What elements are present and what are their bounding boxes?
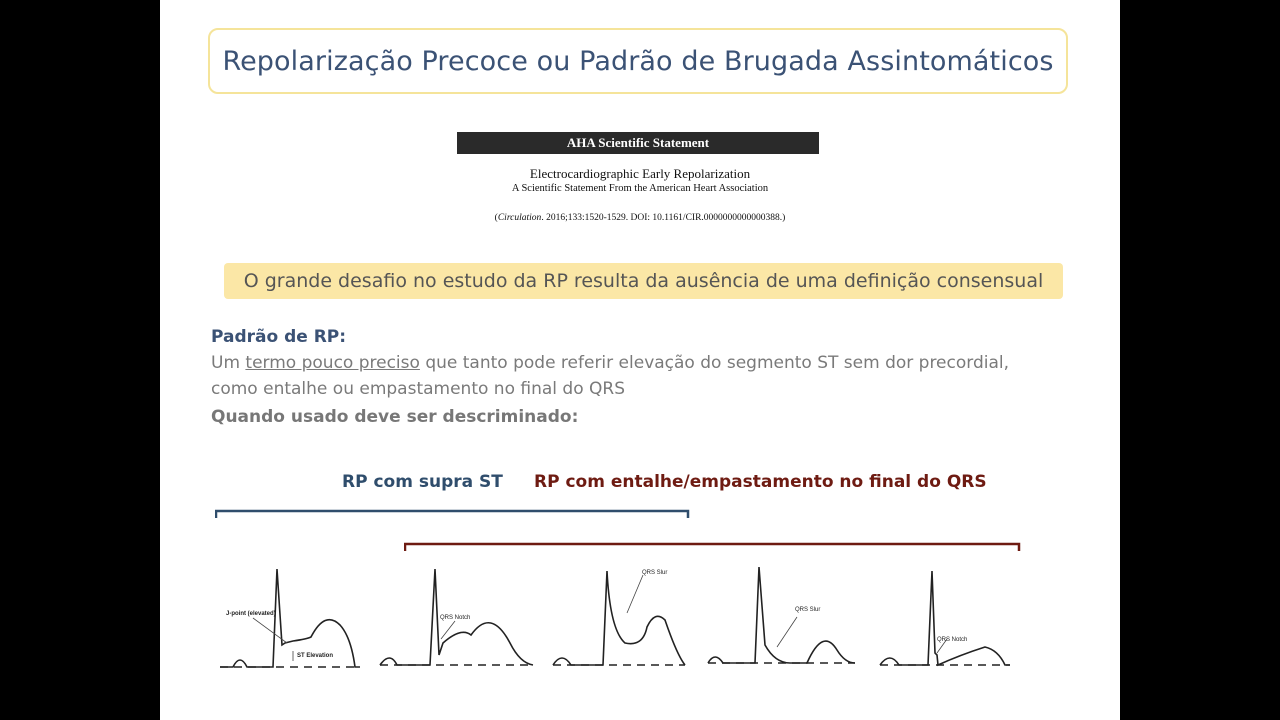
ecg-label-qrs-slur-1: QRS Slur xyxy=(642,570,668,576)
body-text xyxy=(211,324,1071,430)
highlight-text: O grande desafio no estudo da RP resulta da ausência de uma definição consensual xyxy=(243,270,1044,292)
ecg-label-jpoint: J-point (elevated) xyxy=(226,611,276,617)
citation-open: ( xyxy=(494,213,498,223)
ecg-tracing-1 xyxy=(220,569,360,667)
jpoint-pointer xyxy=(253,618,287,643)
blue-bracket xyxy=(215,508,690,520)
slide-title: Repolarização Precoce ou Padrão de Brugada Assintomáticos xyxy=(222,45,1054,77)
body-line-1 xyxy=(211,350,1071,376)
label-notch-slur: RP com entalhe/empastamento no final do QRS xyxy=(534,472,987,492)
line1-post: que tanto pode referir elevação do segmento ST sem dor precordial, xyxy=(419,353,1010,373)
body-line-2: como entalhe ou empastamento no final do QRS xyxy=(211,379,625,399)
aha-citation xyxy=(420,213,860,223)
ecg-tracings xyxy=(215,555,1015,680)
body-line-3: Quando usado deve ser descriminado: xyxy=(211,407,579,427)
aha-header-bar: AHA Scientific Statement xyxy=(457,132,819,154)
ecg-label-st-elevation: ST Elevation xyxy=(297,653,334,659)
citation-rest: . 2016;133:1520-1529. DOI: 10.1161/CIR.0000000000000388.) xyxy=(541,213,786,223)
title-box xyxy=(208,28,1068,94)
line1-underlined: termo pouco preciso xyxy=(245,353,420,373)
ecg-tracing-3 xyxy=(553,571,685,665)
aha-subtitle: A Scientific Statement From the American Heart Association xyxy=(511,183,769,194)
slur-2-pointer xyxy=(777,617,797,647)
pattern-label: Padrão de RP: xyxy=(211,327,347,347)
citation-journal: Circulation xyxy=(497,213,542,223)
line1-pre: Um xyxy=(211,353,246,373)
ecg-tracing-5 xyxy=(880,571,1010,665)
ecg-label-qrs-slur-2: QRS Slur xyxy=(795,607,821,613)
highlight-box xyxy=(224,263,1063,299)
red-bracket xyxy=(404,541,1021,553)
ecg-tracing-4 xyxy=(708,567,855,663)
aha-title: Electrocardiographic Early Repolarization xyxy=(529,166,751,181)
label-supra-st: RP com supra ST xyxy=(342,472,503,492)
slur-1-pointer xyxy=(627,575,643,613)
ecg-label-qrs-notch-2: QRS Notch xyxy=(937,637,968,643)
ecg-label-qrs-notch-1: QRS Notch xyxy=(440,615,471,621)
slide xyxy=(160,0,1120,720)
